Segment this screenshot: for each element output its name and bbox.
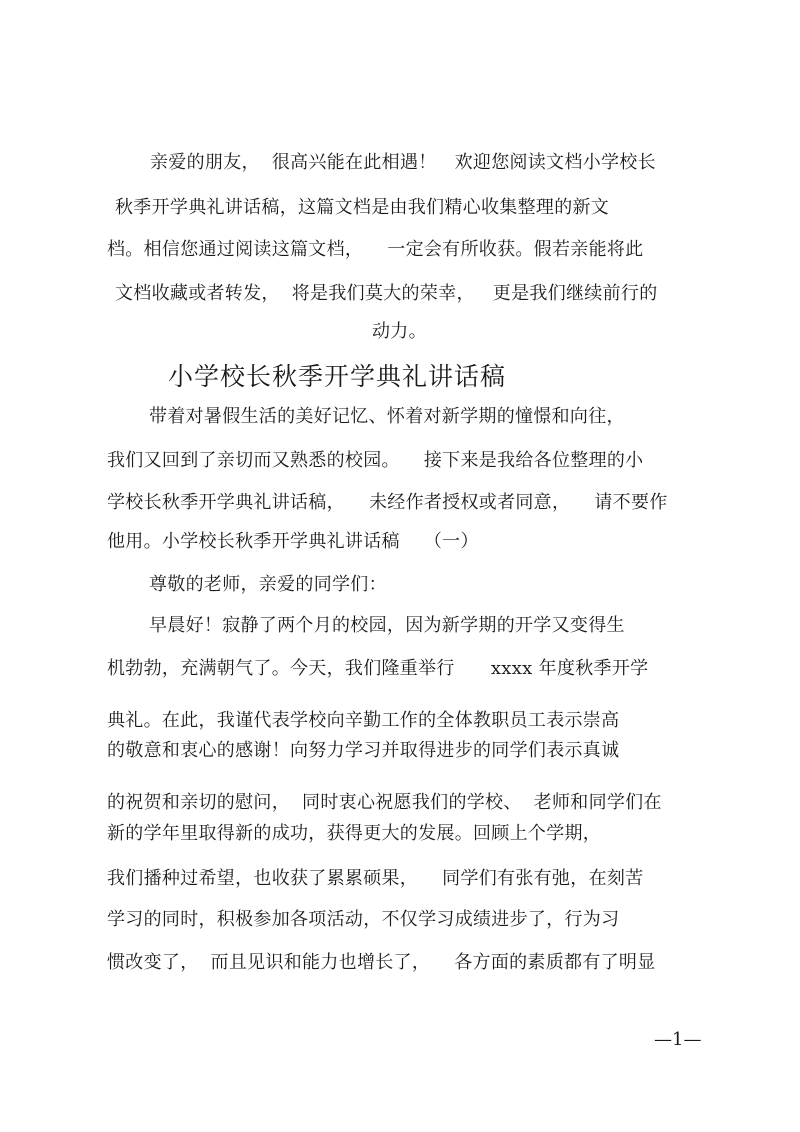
body-line-1: 带着对暑假生活的美好记忆、怀着对新学期的憧憬和向往， (149, 406, 625, 427)
body-line-6: 早晨好！寂静了两个月的校园，因为新学期的开学又变得生 (149, 615, 625, 636)
body-line-14: 惯改变了， 而且见识和能力也增长了， 各方面的素质都有了明显 (107, 952, 656, 973)
body-line-4: 他用。小学校长秋季开学典礼讲话稿 （一） (107, 531, 479, 552)
body-line-11: 新的学年里取得新的成功，获得更大的发展。回顾上个学期， (107, 823, 602, 844)
body-line-7: 机勃勃，充满朝气了。今天，我们隆重举行 xxxx 年度秋季开学 (107, 658, 649, 679)
intro-line-3: 档。相信您通过阅读这篇文档， 一定会有所收获。假若亲能将此 (107, 239, 644, 260)
body-line-3: 学校长秋季开学典礼讲话稿， 未经作者授权或者同意， 请不要作 (107, 492, 668, 513)
body-line-13: 学习的同时，积极参加各项活动，不仅学习成绩进步了，行为习 (107, 909, 620, 930)
intro-line-5: 动力。 (372, 321, 427, 342)
body-line-12: 我们播种过希望，也收获了累累硕果， 同学们有张有弛，在刻苦 (107, 868, 644, 889)
document-title: 小学校长秋季开学典礼讲话稿 (168, 362, 507, 391)
body-line-2: 我们又回到了亲切而又熟悉的校园。 接下来是我给各位整理的小 (107, 450, 644, 471)
intro-line-1: 亲爱的朋友， 很高兴能在此相遇！ 欢迎您阅读文档小学校长 (150, 152, 656, 173)
body-line-9: 的敬意和衷心的感谢！向努力学习并取得进步的同学们表示真诚 (107, 740, 620, 761)
body-line-8: 典礼。在此，我谨代表学校向辛勤工作的全体教职员工表示崇高 (107, 710, 620, 731)
intro-line-4: 文档收藏或者转发， 将是我们莫大的荣幸， 更是我们继续前行的 (115, 283, 658, 304)
body-line-5: 尊敬的老师，亲爱的同学们： (149, 574, 387, 595)
page-number: —1— (654, 1029, 702, 1050)
intro-line-2: 秋季开学典礼讲话稿，这篇文档是由我们精心收集整理的新文 (115, 197, 610, 218)
body-line-10: 的祝贺和亲切的慰问， 同时衷心祝愿我们的学校、 老师和同学们在 (107, 792, 662, 813)
